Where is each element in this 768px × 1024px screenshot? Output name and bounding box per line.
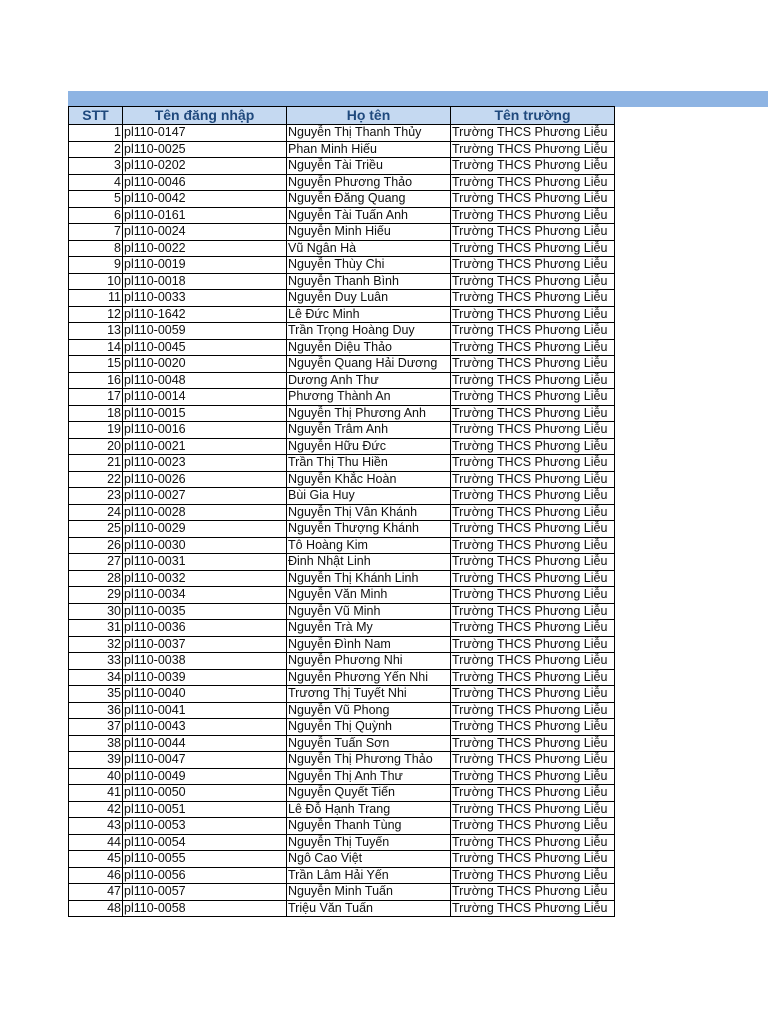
header-row: [69, 107, 615, 125]
cell-school: Trường THCS Phương Liễu: [451, 686, 615, 703]
cell-username: pl110-0056: [123, 867, 287, 884]
cell-fullname: Tô Hoàng Kim: [287, 537, 451, 554]
cell-school: Trường THCS Phương Liễu: [451, 125, 615, 142]
cell-username: pl110-0039: [123, 669, 287, 686]
table-row: [69, 867, 615, 884]
cell-school: Trường THCS Phương Liễu: [451, 306, 615, 323]
header-band-row: [69, 91, 615, 107]
cell-fullname: Nguyễn Vũ Phong: [287, 702, 451, 719]
cell-username: pl110-0037: [123, 636, 287, 653]
cell-username: pl110-0029: [123, 521, 287, 538]
cell-fullname: Nguyễn Vũ Minh: [287, 603, 451, 620]
cell-fullname: Nguyễn Tài Tuấn Anh: [287, 207, 451, 224]
cell-fullname: Đinh Nhật Linh: [287, 554, 451, 571]
cell-stt: 5: [69, 191, 123, 208]
cell-fullname: Lê Đỗ Hạnh Trang: [287, 801, 451, 818]
cell-username: pl110-0054: [123, 834, 287, 851]
cell-school: Trường THCS Phương Liễu: [451, 257, 615, 274]
cell-stt: 43: [69, 818, 123, 835]
cell-fullname: Nguyễn Đình Nam: [287, 636, 451, 653]
cell-username: pl110-0049: [123, 768, 287, 785]
cell-fullname: Nguyễn Đăng Quang: [287, 191, 451, 208]
table-row: [69, 455, 615, 472]
table-row: [69, 422, 615, 439]
cell-school: Trường THCS Phương Liễu: [451, 389, 615, 406]
cell-fullname: Nguyễn Quang Hải Dương: [287, 356, 451, 373]
cell-fullname: Nguyễn Tuấn Sơn: [287, 735, 451, 752]
cell-stt: 26: [69, 537, 123, 554]
cell-stt: 28: [69, 570, 123, 587]
cell-school: Trường THCS Phương Liễu: [451, 290, 615, 307]
cell-username: pl110-0040: [123, 686, 287, 703]
table-row: [69, 735, 615, 752]
cell-username: pl110-0014: [123, 389, 287, 406]
cell-school: Trường THCS Phương Liễu: [451, 834, 615, 851]
student-table: [68, 91, 615, 917]
cell-school: Trường THCS Phương Liễu: [451, 240, 615, 257]
cell-fullname: Phan Minh Hiếu: [287, 141, 451, 158]
cell-username: pl110-0051: [123, 801, 287, 818]
cell-username: pl110-0015: [123, 405, 287, 422]
cell-school: Trường THCS Phương Liễu: [451, 158, 615, 175]
table-row: [69, 323, 615, 340]
table-row: [69, 554, 615, 571]
cell-school: Trường THCS Phương Liễu: [451, 422, 615, 439]
cell-school: Trường THCS Phương Liễu: [451, 521, 615, 538]
table-row: [69, 306, 615, 323]
cell-stt: 10: [69, 273, 123, 290]
table-row: [69, 174, 615, 191]
cell-school: Trường THCS Phương Liễu: [451, 867, 615, 884]
cell-fullname: Vũ Ngân Hà: [287, 240, 451, 257]
cell-school: Trường THCS Phương Liễu: [451, 818, 615, 835]
table-row: [69, 504, 615, 521]
table-row: [69, 405, 615, 422]
cell-fullname: Nguyễn Hữu Đức: [287, 438, 451, 455]
cell-school: Trường THCS Phương Liễu: [451, 636, 615, 653]
table-row: [69, 438, 615, 455]
cell-username: pl110-0021: [123, 438, 287, 455]
cell-username: pl110-0045: [123, 339, 287, 356]
table-row: [69, 158, 615, 175]
table-row: [69, 884, 615, 901]
cell-stt: 37: [69, 719, 123, 736]
cell-username: pl110-0161: [123, 207, 287, 224]
table-row: [69, 207, 615, 224]
table-row: [69, 768, 615, 785]
cell-stt: 40: [69, 768, 123, 785]
cell-stt: 35: [69, 686, 123, 703]
cell-fullname: Nguyễn Duy Luân: [287, 290, 451, 307]
cell-username: pl110-1642: [123, 306, 287, 323]
table-row: [69, 587, 615, 604]
cell-stt: 1: [69, 125, 123, 142]
table-row: [69, 636, 615, 653]
cell-school: Trường THCS Phương Liễu: [451, 719, 615, 736]
table-row: [69, 570, 615, 587]
cell-fullname: Trần Lâm Hải Yến: [287, 867, 451, 884]
table-row: [69, 191, 615, 208]
cell-username: pl110-0019: [123, 257, 287, 274]
table-row: [69, 125, 615, 142]
cell-fullname: Nguyễn Tài Triều: [287, 158, 451, 175]
cell-stt: 38: [69, 735, 123, 752]
cell-school: Trường THCS Phương Liễu: [451, 356, 615, 373]
cell-stt: 19: [69, 422, 123, 439]
cell-school: Trường THCS Phương Liễu: [451, 224, 615, 241]
cell-fullname: Nguyễn Trâm Anh: [287, 422, 451, 439]
cell-school: Trường THCS Phương Liễu: [451, 785, 615, 802]
cell-fullname: Nguyễn Thị Phương Anh: [287, 405, 451, 422]
cell-username: pl110-0034: [123, 587, 287, 604]
cell-username: pl110-0048: [123, 372, 287, 389]
cell-fullname: Nguyễn Thị Tuyến: [287, 834, 451, 851]
cell-stt: 34: [69, 669, 123, 686]
table-body: [69, 125, 615, 917]
header-stt: STT: [69, 107, 123, 125]
table-row: [69, 240, 615, 257]
cell-school: Trường THCS Phương Liễu: [451, 554, 615, 571]
cell-stt: 18: [69, 405, 123, 422]
cell-stt: 24: [69, 504, 123, 521]
cell-fullname: Nguyễn Diệu Thảo: [287, 339, 451, 356]
cell-stt: 8: [69, 240, 123, 257]
cell-stt: 17: [69, 389, 123, 406]
table-header: [69, 91, 615, 125]
cell-username: pl110-0041: [123, 702, 287, 719]
table-row: [69, 702, 615, 719]
cell-school: Trường THCS Phương Liễu: [451, 620, 615, 637]
cell-fullname: Nguyễn Thùy Chi: [287, 257, 451, 274]
cell-school: Trường THCS Phương Liễu: [451, 141, 615, 158]
table-row: [69, 603, 615, 620]
cell-fullname: Nguyễn Minh Tuấn: [287, 884, 451, 901]
cell-username: pl110-0036: [123, 620, 287, 637]
cell-stt: 11: [69, 290, 123, 307]
table-row: [69, 900, 615, 917]
cell-school: Trường THCS Phương Liễu: [451, 438, 615, 455]
cell-stt: 22: [69, 471, 123, 488]
table-row: [69, 686, 615, 703]
cell-fullname: Nguyễn Thị Anh Thư: [287, 768, 451, 785]
cell-school: Trường THCS Phương Liễu: [451, 603, 615, 620]
table-row: [69, 851, 615, 868]
table-row: [69, 224, 615, 241]
table-row: [69, 653, 615, 670]
cell-fullname: Lê Đức Minh: [287, 306, 451, 323]
table-row: [69, 834, 615, 851]
cell-fullname: Phương Thành An: [287, 389, 451, 406]
cell-fullname: Nguyễn Thị Vân Khánh: [287, 504, 451, 521]
cell-username: pl110-0050: [123, 785, 287, 802]
table-row: [69, 372, 615, 389]
cell-fullname: Nguyễn Phương Thảo: [287, 174, 451, 191]
cell-stt: 20: [69, 438, 123, 455]
cell-stt: 30: [69, 603, 123, 620]
cell-username: pl110-0030: [123, 537, 287, 554]
cell-school: Trường THCS Phương Liễu: [451, 372, 615, 389]
cell-username: pl110-0024: [123, 224, 287, 241]
cell-username: pl110-0028: [123, 504, 287, 521]
cell-fullname: Triệu Văn Tuấn: [287, 900, 451, 917]
cell-fullname: Bùi Gia Huy: [287, 488, 451, 505]
cell-school: Trường THCS Phương Liễu: [451, 587, 615, 604]
cell-username: pl110-0027: [123, 488, 287, 505]
table-row: [69, 620, 615, 637]
cell-stt: 2: [69, 141, 123, 158]
cell-stt: 14: [69, 339, 123, 356]
cell-username: pl110-0016: [123, 422, 287, 439]
cell-school: Trường THCS Phương Liễu: [451, 537, 615, 554]
cell-school: Trường THCS Phương Liễu: [451, 884, 615, 901]
cell-school: Trường THCS Phương Liễu: [451, 273, 615, 290]
cell-username: pl110-0042: [123, 191, 287, 208]
cell-school: Trường THCS Phương Liễu: [451, 669, 615, 686]
table-row: [69, 752, 615, 769]
cell-fullname: Nguyễn Quyết Tiến: [287, 785, 451, 802]
cell-school: Trường THCS Phương Liễu: [451, 323, 615, 340]
cell-school: Trường THCS Phương Liễu: [451, 471, 615, 488]
table-row: [69, 356, 615, 373]
cell-fullname: Nguyễn Trà My: [287, 620, 451, 637]
table-row: [69, 389, 615, 406]
cell-fullname: Nguyễn Phương Nhi: [287, 653, 451, 670]
table-row: [69, 339, 615, 356]
cell-stt: 42: [69, 801, 123, 818]
cell-school: Trường THCS Phương Liễu: [451, 504, 615, 521]
cell-fullname: Trần Trọng Hoàng Duy: [287, 323, 451, 340]
cell-fullname: Trần Thị Thu Hiền: [287, 455, 451, 472]
cell-fullname: Nguyễn Minh Hiếu: [287, 224, 451, 241]
cell-username: pl110-0022: [123, 240, 287, 257]
cell-school: Trường THCS Phương Liễu: [451, 702, 615, 719]
cell-stt: 29: [69, 587, 123, 604]
cell-school: Trường THCS Phương Liễu: [451, 752, 615, 769]
cell-fullname: Nguyễn Văn Minh: [287, 587, 451, 604]
cell-stt: 3: [69, 158, 123, 175]
header-fullname: Họ tên: [287, 107, 451, 125]
cell-username: pl110-0025: [123, 141, 287, 158]
cell-username: pl110-0031: [123, 554, 287, 571]
header-school: Tên trường: [451, 107, 615, 125]
cell-stt: 45: [69, 851, 123, 868]
cell-username: pl110-0057: [123, 884, 287, 901]
cell-stt: 36: [69, 702, 123, 719]
cell-school: Trường THCS Phương Liễu: [451, 455, 615, 472]
cell-school: Trường THCS Phương Liễu: [451, 900, 615, 917]
cell-stt: 12: [69, 306, 123, 323]
cell-username: pl110-0033: [123, 290, 287, 307]
cell-stt: 7: [69, 224, 123, 241]
cell-stt: 21: [69, 455, 123, 472]
cell-stt: 27: [69, 554, 123, 571]
cell-username: pl110-0023: [123, 455, 287, 472]
cell-stt: 13: [69, 323, 123, 340]
cell-stt: 9: [69, 257, 123, 274]
cell-username: pl110-0035: [123, 603, 287, 620]
cell-school: Trường THCS Phương Liễu: [451, 207, 615, 224]
cell-school: Trường THCS Phương Liễu: [451, 405, 615, 422]
table-row: [69, 273, 615, 290]
cell-stt: 39: [69, 752, 123, 769]
header-username: Tên đăng nhập: [123, 107, 287, 125]
cell-school: Trường THCS Phương Liễu: [451, 768, 615, 785]
cell-username: pl110-0202: [123, 158, 287, 175]
table-row: [69, 488, 615, 505]
table-row: [69, 290, 615, 307]
cell-username: pl110-0026: [123, 471, 287, 488]
table-row: [69, 257, 615, 274]
cell-username: pl110-0059: [123, 323, 287, 340]
cell-stt: 48: [69, 900, 123, 917]
table-row: [69, 669, 615, 686]
cell-fullname: Ngô Cao Việt: [287, 851, 451, 868]
cell-fullname: Nguyễn Thị Quỳnh: [287, 719, 451, 736]
cell-stt: 47: [69, 884, 123, 901]
cell-username: pl110-0047: [123, 752, 287, 769]
cell-stt: 32: [69, 636, 123, 653]
cell-stt: 33: [69, 653, 123, 670]
cell-school: Trường THCS Phương Liễu: [451, 851, 615, 868]
cell-fullname: Nguyễn Thị Phương Thảo: [287, 752, 451, 769]
cell-stt: 16: [69, 372, 123, 389]
cell-username: pl110-0018: [123, 273, 287, 290]
cell-school: Trường THCS Phương Liễu: [451, 570, 615, 587]
cell-username: pl110-0038: [123, 653, 287, 670]
table-row: [69, 471, 615, 488]
cell-stt: 15: [69, 356, 123, 373]
cell-school: Trường THCS Phương Liễu: [451, 653, 615, 670]
cell-username: pl110-0043: [123, 719, 287, 736]
cell-fullname: Trương Thị Tuyết Nhi: [287, 686, 451, 703]
cell-school: Trường THCS Phương Liễu: [451, 488, 615, 505]
cell-school: Trường THCS Phương Liễu: [451, 801, 615, 818]
cell-fullname: Dương Anh Thư: [287, 372, 451, 389]
table-row: [69, 801, 615, 818]
cell-fullname: Nguyễn Thượng Khánh: [287, 521, 451, 538]
cell-stt: 25: [69, 521, 123, 538]
cell-school: Trường THCS Phương Liễu: [451, 339, 615, 356]
cell-fullname: Nguyễn Thị Khánh Linh: [287, 570, 451, 587]
cell-fullname: Nguyễn Khắc Hoàn: [287, 471, 451, 488]
cell-username: pl110-0044: [123, 735, 287, 752]
cell-username: pl110-0147: [123, 125, 287, 142]
table-row: [69, 719, 615, 736]
cell-fullname: Nguyễn Phương Yến Nhi: [287, 669, 451, 686]
table-row: [69, 785, 615, 802]
cell-fullname: Nguyễn Thanh Tùng: [287, 818, 451, 835]
cell-username: pl110-0020: [123, 356, 287, 373]
cell-school: Trường THCS Phương Liễu: [451, 191, 615, 208]
cell-school: Trường THCS Phương Liễu: [451, 174, 615, 191]
cell-username: pl110-0032: [123, 570, 287, 587]
cell-username: pl110-0053: [123, 818, 287, 835]
cell-stt: 46: [69, 867, 123, 884]
table-row: [69, 537, 615, 554]
cell-fullname: Nguyễn Thị Thanh Thủy: [287, 125, 451, 142]
cell-stt: 23: [69, 488, 123, 505]
table-row: [69, 141, 615, 158]
cell-stt: 41: [69, 785, 123, 802]
cell-fullname: Nguyễn Thanh Bình: [287, 273, 451, 290]
cell-username: pl110-0055: [123, 851, 287, 868]
cell-stt: 44: [69, 834, 123, 851]
cell-stt: 31: [69, 620, 123, 637]
cell-stt: 6: [69, 207, 123, 224]
cell-school: Trường THCS Phương Liễu: [451, 735, 615, 752]
cell-username: pl110-0046: [123, 174, 287, 191]
table-row: [69, 818, 615, 835]
table-row: [69, 521, 615, 538]
cell-username: pl110-0058: [123, 900, 287, 917]
cell-stt: 4: [69, 174, 123, 191]
